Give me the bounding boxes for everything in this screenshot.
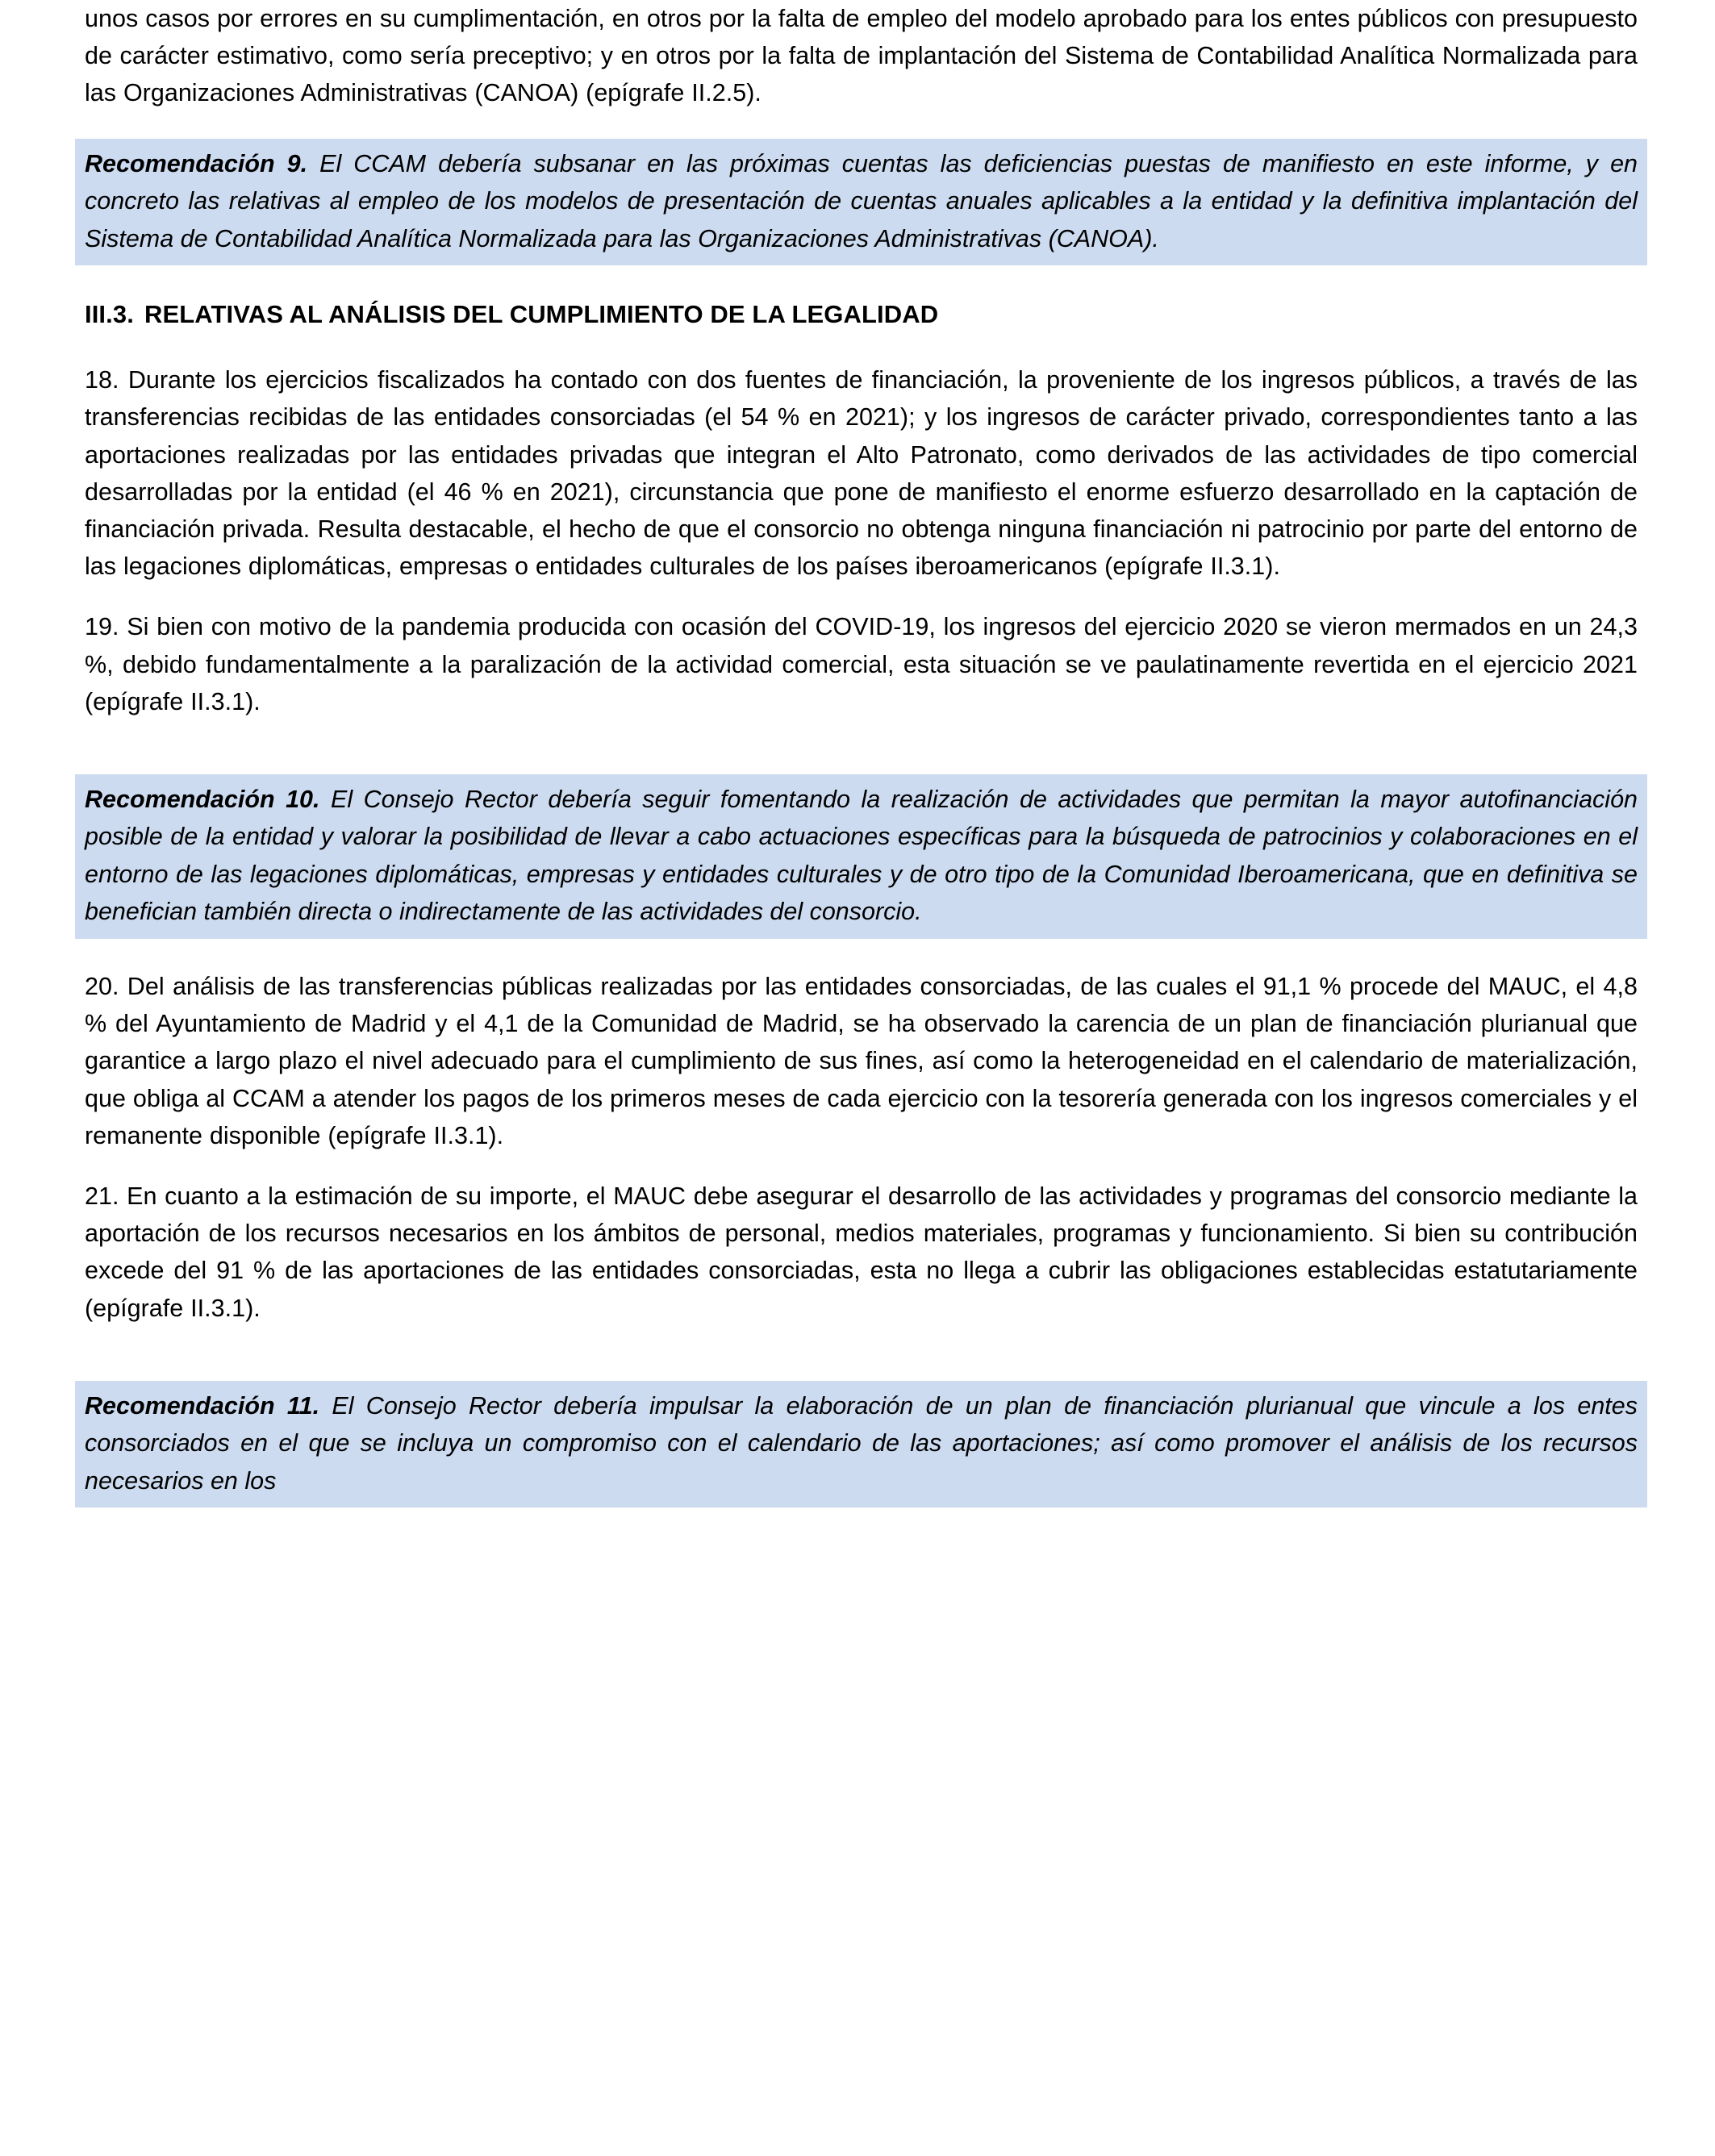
spacer-before-recommendation-11	[85, 1350, 1638, 1379]
recommendation-9-label: Recomendación 9.	[85, 149, 308, 177]
paragraph-18: 18. Durante los ejercicios fiscalizados ha contado con dos fuentes de financiación, la proveniente de los ingresos públicos, a través de las transferencias recibidas de las entidades consorciadas (el 54 % en 2021); y los ingresos de carácter privado, correspondientes tanto a las aportaciones realizadas por las entidades privadas que integran el Alto Patronato, como derivados de las actividades de tipo comercial desarrolladas por la entidad (el 46 % en 2021), circunstancia que pone de manifiesto el enorme esfuerzo desarrollado en la captación de financiación privada. Resulta destacable, el hecho de que el consorcio no obtenga ninguna financiación ni patrocinio por parte del entorno de las legaciones diplomáticas, empresas o entidades culturales de los países iberoamericanos (epígrafe II.3.1).	[85, 366, 1638, 581]
spacer-before-recommendation-10	[85, 744, 1638, 773]
recommendation-10-text: El Consejo Rector debería seguir fomentando la realización de actividades que permitan la mayor autofinanciación posible de la entidad y valorar la posibilidad de llevar a cabo actuaciones específicas para la búsqueda de patrocinios y colaboraciones en el entorno de las legaciones diplomáticas, empresas y entidades culturales y de otro tipo de la Comunidad Iberoamericana, que en definitiva se benefician también directa o indirectamente de las actividades del consorcio.	[85, 785, 1638, 926]
document-body	[85, 0, 1638, 1508]
section-heading-title: RELATIVAS AL ANÁLISIS DEL CUMPLIMIENTO DE LA LEGALIDAD	[144, 300, 939, 329]
paragraph-continuation: unos casos por errores en su cumplimentación, en otros por la falta de empleo del modelo aprobado para los entes públicos con presupuesto de carácter estimativo, como sería preceptivo; y en otros por la falta de implantación del Sistema de Contabilidad Analítica Normalizada para las Organizaciones Administrativas (CANOA) (epígrafe II.2.5).	[85, 5, 1638, 107]
recommendation-10-box	[75, 774, 1647, 939]
recommendation-11-label: Recomendación 11.	[85, 1391, 320, 1420]
recommendation-11-box	[75, 1381, 1647, 1508]
recommendation-9-box	[75, 139, 1647, 266]
paragraph-21: 21. En cuanto a la estimación de su importe, el MAUC debe asegurar el desarrollo de las actividades y programas del consorcio mediante la aportación de los recursos necesarios en los ámbitos de personal, medios materiales, programas y funcionamiento. Si bien su contribución excede del 91 % de las aportaciones de las entidades consorciadas, esta no llega a cubrir las obligaciones establecidas estatutariamente (epígrafe II.3.1).	[85, 1182, 1638, 1322]
section-heading-iii-3	[85, 298, 1638, 331]
recommendation-10-label: Recomendación 10.	[85, 785, 320, 813]
recommendation-11-text: El Consejo Rector debería impulsar la elaboración de un plan de financiación plurianual que vincule a los entes consorciados en el que se incluya un compromiso con el calendario de las aportaciones; así como promover el análisis de los recursos necesarios en los	[85, 1391, 1638, 1495]
spacer-after-recommendation-10	[85, 939, 1638, 968]
section-heading-number: III.3.	[85, 300, 134, 329]
paragraph-19: 19. Si bien con motivo de la pandemia producida con ocasión del COVID-19, los ingresos del ejercicio 2020 se vieron mermados en un 24,3 %, debido fundamentalmente a la paralización de la actividad comercial, esta situación se ve paulatinamente revertida en el ejercicio 2021 (epígrafe II.3.1).	[85, 613, 1638, 715]
paragraph-20: 20. Del análisis de las transferencias públicas realizadas por las entidades consorciadas, de las cuales el 91,1 % procede del MAUC, el 4,8 % del Ayuntamiento de Madrid y el 4,1 de la Comunidad de Madrid, se ha observado la carencia de un plan de financiación plurianual que garantice a largo plazo el nivel adecuado para el cumplimiento de sus fines, así como la heterogeneidad en el calendario de materialización, que obliga al CCAM a atender los pagos de los primeros meses de cada ejercicio con la tesorería generada con los ingresos comerciales y el remanente disponible (epígrafe II.3.1).	[85, 972, 1638, 1149]
recommendation-9-text: El CCAM debería subsanar en las próximas cuentas las deficiencias puestas de manifiesto en este informe, y en concreto las relativas al empleo de los modelos de presentación de cuentas anuales aplicables a la entidad y la definitiva implantación del Sistema de Contabilidad Analítica Normalizada para las Organizaciones Administrativas (CANOA).	[85, 149, 1638, 252]
